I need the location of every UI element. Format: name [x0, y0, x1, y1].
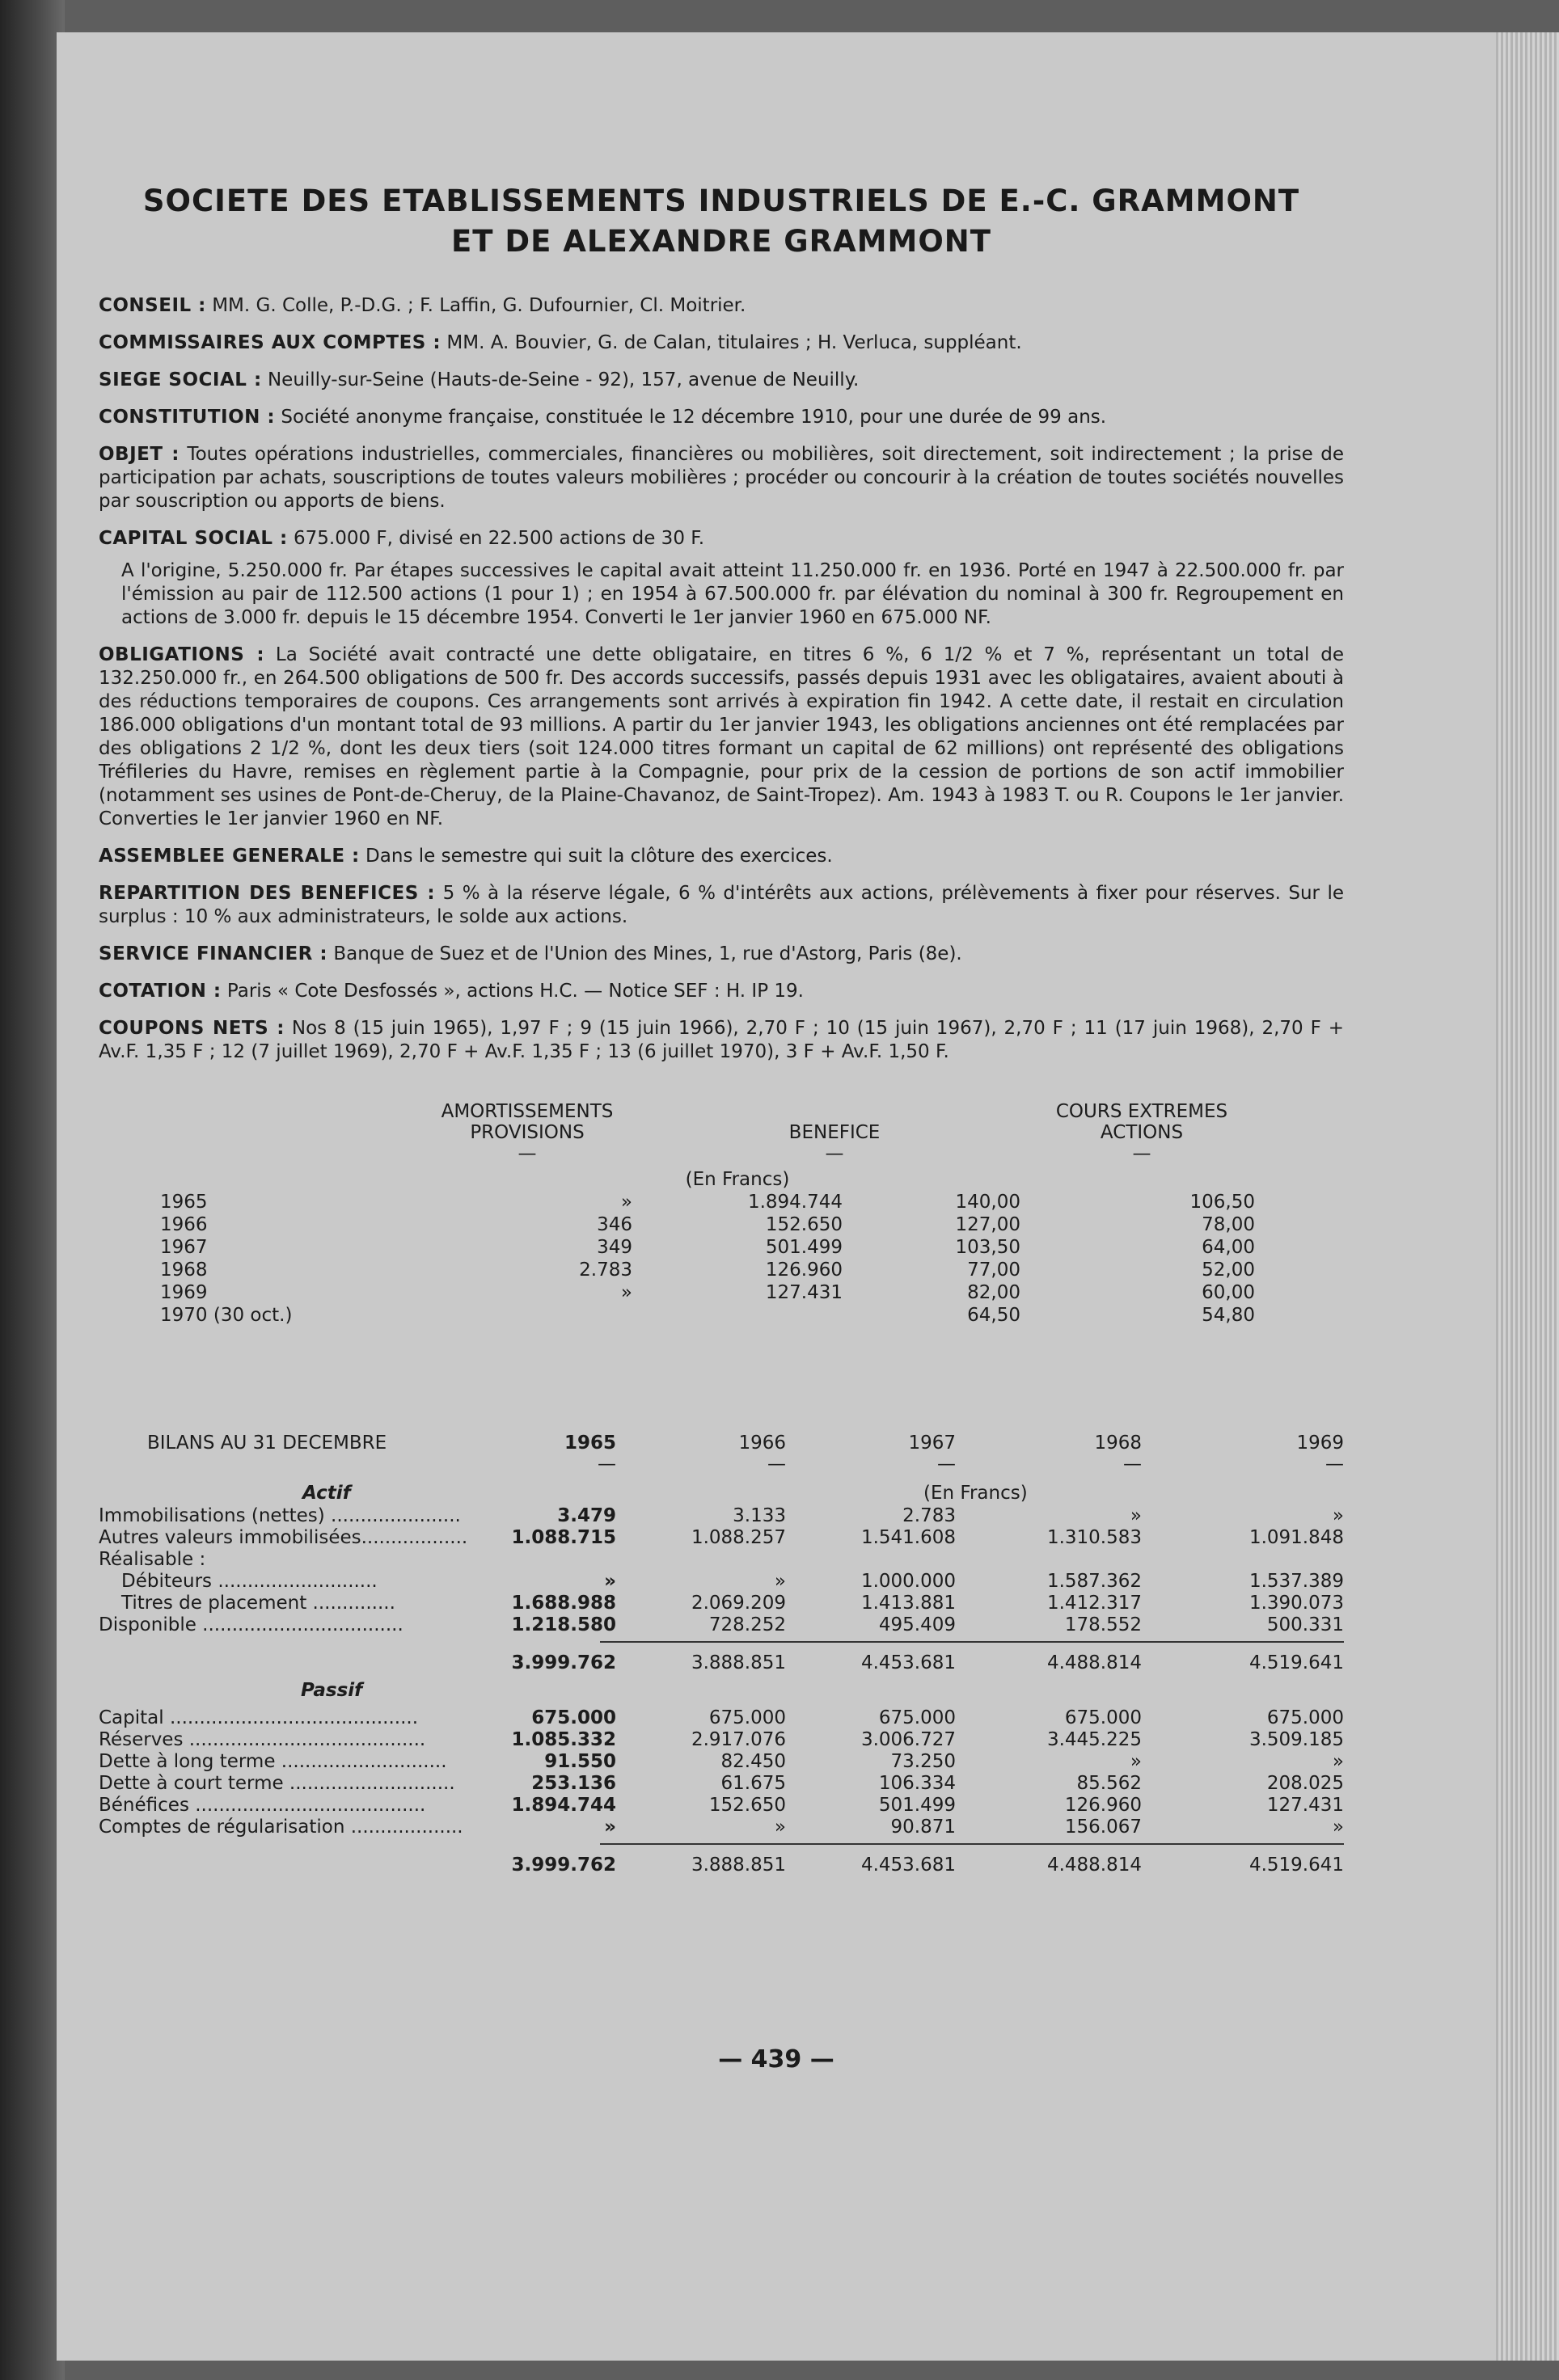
title-line-1: SOCIETE DES ETABLISSEMENTS INDUSTRIELS DE E.-C. GRAMMONT: [142, 184, 1300, 218]
cell: 3.006.727: [860, 1729, 956, 1750]
actif-total-row: [99, 1652, 1344, 1674]
passif-total-row: [99, 1855, 1344, 1876]
cell: 1.000.000: [860, 1571, 956, 1592]
header-amortissements: [406, 1101, 649, 1164]
cell: 85.562: [1076, 1773, 1142, 1794]
cell-high: 64,50: [967, 1305, 1020, 1326]
section-key: CAPITAL SOCIAL :: [99, 528, 288, 549]
table-row: [99, 1817, 1344, 1838]
cell: »: [1332, 1817, 1344, 1838]
table-row: [99, 1527, 1344, 1549]
section-key: SIEGE SOCIAL :: [99, 369, 262, 390]
row-label: Dette à court terme ............................: [99, 1773, 455, 1794]
cell: 1.894.744: [511, 1795, 616, 1816]
year-dash: —: [598, 1454, 616, 1475]
section-text: Neuilly-sur-Seine (Hauts-de-Seine - 92), 157, avenue de Neuilly.: [261, 369, 860, 390]
cell: 728.252: [708, 1614, 786, 1635]
cell-high: 77,00: [967, 1260, 1020, 1281]
section-cotation: [99, 980, 1344, 1003]
cell-low: 60,00: [1202, 1282, 1255, 1303]
cell: 675.000: [1266, 1707, 1344, 1728]
year-header: 1968: [1094, 1433, 1142, 1454]
table-row: [99, 1729, 1344, 1751]
row-label: Réserves ........................................: [99, 1729, 426, 1750]
section-conseil: [99, 294, 1344, 318]
cell: 127.431: [1266, 1795, 1344, 1816]
document-page: [57, 32, 1496, 2361]
year-header: 1965: [564, 1433, 616, 1454]
section-text: Banque de Suez et de l'Union des Mines, 1, rue d'Astorg, Paris (8e).: [327, 943, 962, 964]
page-number: — 439 —: [718, 2045, 834, 2074]
table-row: [99, 1773, 1344, 1795]
page-content: [99, 181, 1344, 1918]
section-text: Toutes opérations industrielles, commerciales, financières ou mobilières, soit directement, soit indirectement ; la prise de participation par achats, souscriptions de toutes valeurs mobilières ; procéder ou concourir à la création de toutes sociétés nouvelles par souscription ou apports de biens.: [99, 444, 1344, 512]
capital-history: A l'origine, 5.250.000 fr. Par étapes successives le capital avait atteint 11.250.000 fr. en 1936. Porté en 1947 à 22.500.000 fr. par l'émission au pair de 112.500 actions (1 pour 1) ; en 1954 à 67.500.000 fr. par élévation du nominal à 300 fr. Regroupement en actions de 3.000 fr. depuis le 15 décembre 1954. Converti le 1er janvier 1960 en 675.000 NF.: [121, 560, 1344, 628]
cell-prov: 349: [597, 1237, 632, 1258]
cell: 1.413.881: [860, 1593, 956, 1614]
cell: »: [1130, 1505, 1142, 1526]
section-key: CONSTITUTION :: [99, 407, 276, 428]
header-dash: —: [518, 1143, 537, 1164]
cell: 1.310.583: [1046, 1527, 1142, 1548]
cell-low: 106,50: [1189, 1192, 1255, 1213]
book-spine: [0, 0, 65, 2380]
section-text: Société anonyme française, constituée le 12 décembre 1910, pour une durée de 99 ans.: [275, 407, 1107, 428]
header-dash: —: [825, 1143, 844, 1164]
cell-year: 1970 (30 oct.): [160, 1305, 293, 1326]
section-key: COTATION :: [99, 981, 222, 1002]
cell: 1.088.715: [511, 1527, 616, 1548]
cell: 675.000: [1064, 1707, 1142, 1728]
cell-benefice: 1.894.744: [747, 1192, 843, 1213]
cell: 495.409: [878, 1614, 956, 1635]
cell: »: [1130, 1751, 1142, 1772]
total-cell: 4.488.814: [1046, 1652, 1142, 1673]
year-header: 1967: [908, 1433, 956, 1454]
total-cell: 3.888.851: [691, 1652, 786, 1673]
year-dash: —: [1325, 1454, 1344, 1475]
cell: 90.871: [890, 1817, 956, 1838]
cell-high: 140,00: [955, 1192, 1020, 1213]
table-row: [99, 1707, 1344, 1729]
header-text: AMORTISSEMENTS: [441, 1101, 614, 1122]
cell: 1.688.988: [511, 1593, 616, 1614]
header-text: COURS EXTREMES: [1055, 1101, 1228, 1122]
section-coupons: [99, 1017, 1344, 1064]
cell-prov: »: [620, 1282, 632, 1303]
cell-low: 78,00: [1202, 1214, 1255, 1235]
table-row: [99, 1260, 1344, 1282]
cell: 82.450: [720, 1751, 786, 1772]
cell: 73.250: [890, 1751, 956, 1772]
section-obligations: [99, 644, 1344, 831]
cell-year: 1966: [160, 1214, 208, 1235]
section-repartition: [99, 882, 1344, 929]
row-label: Autres valeurs immobilisées..................: [99, 1527, 468, 1548]
cell: 3.133: [733, 1505, 786, 1526]
total-cell: 3.999.762: [511, 1855, 616, 1876]
cell: 61.675: [720, 1773, 786, 1794]
title-line-2: ET DE ALEXANDRE GRAMMONT: [450, 224, 992, 259]
cell-low: 54,80: [1202, 1305, 1255, 1326]
cell-year: 1969: [160, 1282, 208, 1303]
section-capital: [99, 527, 1344, 551]
total-cell: 4.453.681: [860, 1855, 956, 1876]
section-siege: [99, 369, 1344, 392]
total-rule: [600, 1843, 1344, 1845]
cell-benefice: 152.650: [765, 1214, 843, 1235]
row-label: Comptes de régularisation ...................: [99, 1817, 463, 1838]
section-text: 5 % à la réserve légale, 6 % d'intérêts aux actions, prélèvements à fixer pour réserves. Sur le surplus : 10 % aux administrateurs, le solde aux actions.: [99, 883, 1345, 927]
table-row: [99, 1305, 1344, 1327]
table-row: [99, 1549, 1344, 1571]
cell-prov: 2.783: [579, 1260, 632, 1281]
table-row: [99, 1614, 1344, 1636]
cell: 1.218.580: [511, 1614, 616, 1635]
table-row: [99, 1593, 1344, 1614]
cell: 1.088.257: [691, 1527, 786, 1548]
page-title: [99, 181, 1344, 262]
row-label: Dette à long terme ............................: [99, 1751, 447, 1772]
page-edges: [1496, 32, 1559, 2361]
total-cell: 4.453.681: [860, 1652, 956, 1673]
cell: »: [1332, 1751, 1344, 1772]
year-dash: —: [937, 1454, 956, 1475]
cell: »: [604, 1817, 616, 1838]
row-label: Bénéfices .......................................: [99, 1795, 426, 1816]
cell: 1.091.848: [1248, 1527, 1344, 1548]
unit-label: (En Francs): [923, 1483, 1028, 1504]
cell-high: 103,50: [955, 1237, 1020, 1258]
section-key: SERVICE FINANCIER :: [99, 943, 328, 964]
section-key: OBLIGATIONS :: [99, 644, 265, 665]
header-benefice: [729, 1122, 940, 1164]
cell: 1.537.389: [1248, 1571, 1344, 1592]
total-rule: [600, 1641, 1344, 1643]
cell: 2.917.076: [691, 1729, 786, 1750]
year-dash: —: [1123, 1454, 1142, 1475]
row-label: Immobilisations (nettes) ......................: [99, 1505, 461, 1526]
table-row: [99, 1237, 1344, 1260]
table-row: [99, 1795, 1344, 1817]
year-dash: —: [767, 1454, 786, 1475]
section-text: La Société avait contracté une dette obligataire, en titres 6 %, 6 1/2 % et 7 %, représentant un total de 132.250.000 fr., en 264.500 obligations de 500 fr. Des accords successifs, passés depuis 1931 avec les obligataires, avaient abouti à des réductions temporaires de coupons. Ces arrangements sont arrivés à expiration fin 1942. A cette date, il restait en circulation 186.000 obligations d'un montant total de 93 millions. A partir du 1er janvier 1943, les obligations anciennes ont été remplacées par des obligations 2 1/2 %, dont les deux tiers (soit 124.000 titres formant un capital de 62 millions) ont représenté des obligations Tréfileries du Havre, remises en règlement partie à la Compagnie, pour prix de la cession de portions de son actif immobilier (notamment ses usines de Pont-de-Cheruy, de la Plaine-Chavanoz, de Saint-Tropez). Am. 1943 à 1983 T. ou R. Coupons le 1er janvier. Converties le 1er janvier 1960 en NF.: [99, 644, 1344, 829]
cell-benefice: 127.431: [765, 1282, 843, 1303]
section-text: MM. G. Colle, P.-D.G. ; F. Laffin, G. Dufournier, Cl. Moitrier.: [205, 295, 746, 316]
cell: 208.025: [1266, 1773, 1344, 1794]
cell: 1.412.317: [1046, 1593, 1142, 1614]
cell: 126.960: [1064, 1795, 1142, 1816]
unit-label: (En Francs): [685, 1169, 790, 1190]
year-header: 1969: [1296, 1433, 1344, 1454]
row-label: Disponible ..................................: [99, 1614, 403, 1635]
cell: 1.541.608: [860, 1527, 956, 1548]
cell: 675.000: [531, 1707, 616, 1728]
cell-year: 1965: [160, 1192, 208, 1213]
total-cell: 3.999.762: [511, 1652, 616, 1673]
section-assemblee: [99, 845, 1344, 868]
header-dash: —: [1132, 1143, 1151, 1164]
cell: 2.069.209: [691, 1593, 786, 1614]
cell-year: 1967: [160, 1237, 208, 1258]
section-commissaires: [99, 331, 1344, 355]
cell: 3.445.225: [1046, 1729, 1142, 1750]
table-row: [99, 1214, 1344, 1237]
cell: »: [604, 1571, 616, 1592]
section-objet: [99, 443, 1344, 513]
section-key: COUPONS NETS :: [99, 1018, 285, 1039]
cell-low: 64,00: [1202, 1237, 1255, 1258]
cell: 152.650: [708, 1795, 786, 1816]
cell: 3.479: [557, 1505, 616, 1526]
section-text: MM. A. Bouvier, G. de Calan, titulaires ; H. Verluca, suppléant.: [441, 332, 1022, 353]
cell: 253.136: [531, 1773, 616, 1794]
cell-prov: »: [620, 1192, 632, 1213]
cell: 501.499: [878, 1795, 956, 1816]
header-text: ACTIONS: [1100, 1122, 1184, 1143]
cell: »: [1332, 1505, 1344, 1526]
cell-year: 1968: [160, 1260, 208, 1281]
cell-benefice: 126.960: [765, 1260, 843, 1281]
cell: 1.390.073: [1248, 1593, 1344, 1614]
passif-heading: Passif: [301, 1680, 363, 1701]
section-key: ASSEMBLEE GENERALE :: [99, 846, 360, 867]
section-service: [99, 943, 1344, 966]
cell: 500.331: [1266, 1614, 1344, 1635]
bilans-table: [99, 1433, 1344, 1918]
cell-high: 82,00: [967, 1282, 1020, 1303]
cell: 3.509.185: [1248, 1729, 1344, 1750]
row-label: Capital ..........................................: [99, 1707, 419, 1728]
cell: 675.000: [708, 1707, 786, 1728]
table-row: [99, 1571, 1344, 1593]
row-label: Titres de placement ..............: [121, 1593, 395, 1614]
section-text: 675.000 F, divisé en 22.500 actions de 30 F.: [287, 528, 705, 549]
table-row: [99, 1505, 1344, 1527]
actif-heading: Actif: [302, 1483, 351, 1504]
section-text: Nos 8 (15 juin 1965), 1,97 F ; 9 (15 juin 1966), 2,70 F ; 10 (15 juin 1967), 2,70 F ; 11 (17 juin 1968), 2,70 F + Av.F. 1,35 F ; 12 (7 juillet 1969), 2,70 F + Av.F. 1,35 F ; 13 (6 juillet 1970), 3 F + Av.F. 1,50 F.: [99, 1018, 1344, 1062]
cell-benefice: 501.499: [765, 1237, 843, 1258]
section-key: REPARTITION DES BENEFICES :: [99, 883, 436, 904]
total-cell: 4.519.641: [1248, 1855, 1344, 1876]
header-cours: [1020, 1101, 1263, 1164]
table-row: [99, 1282, 1344, 1305]
section-text: Paris « Cote Desfossés », actions H.C. — Notice SEF : H. IP 19.: [221, 981, 804, 1002]
total-cell: 4.519.641: [1248, 1652, 1344, 1673]
cell: 1.587.362: [1046, 1571, 1142, 1592]
section-key: OBJET :: [99, 444, 180, 465]
total-cell: 3.888.851: [691, 1855, 786, 1876]
cell: 156.067: [1064, 1817, 1142, 1838]
row-label: Débiteurs ...........................: [121, 1571, 378, 1592]
total-cell: 4.488.814: [1046, 1855, 1142, 1876]
cell: 91.550: [544, 1751, 616, 1772]
cell: 1.085.332: [511, 1729, 616, 1750]
cell: 178.552: [1064, 1614, 1142, 1635]
cell: 2.783: [902, 1505, 956, 1526]
cell-high: 127,00: [955, 1214, 1020, 1235]
header-text: PROVISIONS: [470, 1122, 585, 1143]
year-header: 1966: [738, 1433, 786, 1454]
row-label: Réalisable :: [99, 1549, 206, 1570]
amortissements-table: [99, 1101, 1344, 1392]
table-row: [99, 1751, 1344, 1773]
table-row: [99, 1192, 1344, 1214]
section-key: COMMISSAIRES AUX COMPTES :: [99, 332, 442, 353]
section-text: Dans le semestre qui suit la clôture des exercices.: [359, 846, 833, 867]
cell: »: [774, 1817, 786, 1838]
section-key: CONSEIL :: [99, 295, 206, 316]
bilans-title: BILANS AU 31 DECEMBRE: [147, 1433, 387, 1454]
cell: 106.334: [878, 1773, 956, 1794]
cell-prov: 346: [597, 1214, 632, 1235]
cell-low: 52,00: [1202, 1260, 1255, 1281]
cell: 675.000: [878, 1707, 956, 1728]
header-text: BENEFICE: [788, 1122, 881, 1143]
cell: »: [774, 1571, 786, 1592]
section-constitution: [99, 406, 1344, 429]
